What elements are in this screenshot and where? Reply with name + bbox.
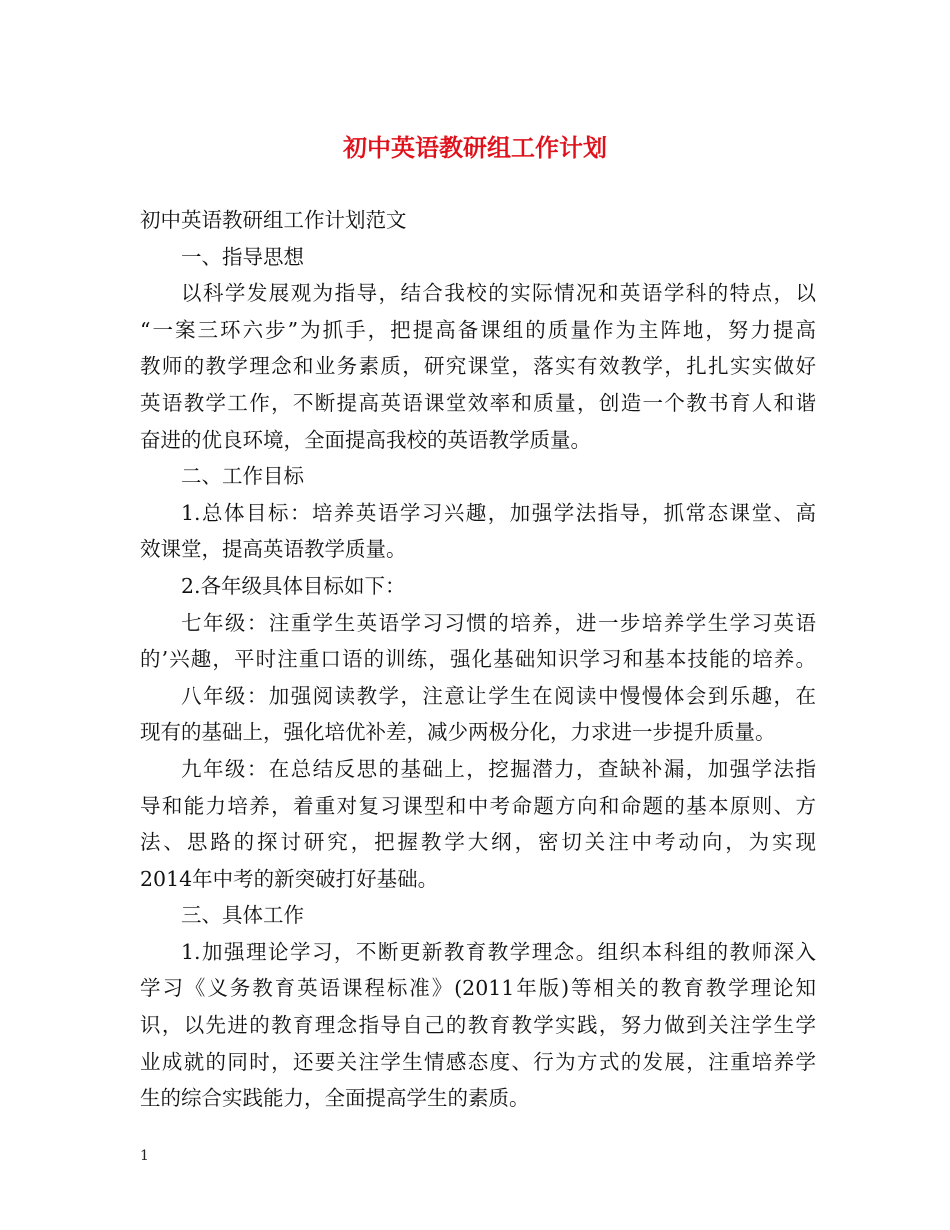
body-text-line: 七年级：注重学生英语学习习惯的培养，进一步培养学生学习英语 xyxy=(181,610,816,635)
body-text-line: 教师的教学理念和业务素质，研究课堂，落实有效教学，扎扎实实做好 xyxy=(140,354,816,379)
body-text-line: 英语教学工作，不断提高英语课堂效率和质量，创造一个教书育人和谐 xyxy=(140,390,816,415)
body-text-line: 以科学发展观为指导，结合我校的实际情况和英语学科的特点，以 xyxy=(181,281,816,306)
body-text-line: 的’兴趣，平时注重口语的训练，强化基础知识学习和基本技能的培养。 xyxy=(140,647,816,672)
body-text-line: 现有的基础上，强化培优补差，减少两极分化，力求进一步提升质量。 xyxy=(140,720,776,745)
body-text-line: 二、工作目标 xyxy=(181,464,304,489)
document-title: 初中英语教研组工作计划 xyxy=(343,133,607,162)
document-body xyxy=(140,202,816,1117)
body-text-line: 效课堂，提高英语教学质量。 xyxy=(140,537,407,562)
body-text-line: 一、指导思想 xyxy=(181,244,304,269)
body-text-line: 1.加强理论学习，不断更新教育教学理念。组织本科组的教师深入 xyxy=(181,939,816,964)
body-text-line: 1.总体目标：培养英语学习兴趣，加强学法指导，抓常态课堂、高 xyxy=(181,500,816,525)
body-text-line: “一案三环六步”为抓手，把提高备课组的质量作为主阵地，努力提高 xyxy=(140,317,816,342)
page-number: 1 xyxy=(140,1148,149,1164)
body-text-line: 法、思路的探讨研究，把握教学大纲，密切关注中考动向，为实现 xyxy=(140,830,816,855)
body-text-line: 生的综合实践能力，全面提高学生的素质。 xyxy=(140,1086,530,1111)
body-text-line: 奋进的优良环境，全面提高我校的英语教学质量。 xyxy=(140,427,591,452)
body-text-line: 识，以先进的教育理念指导自己的教育教学实践，努力做到关注学生学 xyxy=(140,1013,816,1038)
body-text-line: 导和能力培养，着重对复习课型和中考命题方向和命题的基本原则、方 xyxy=(140,793,816,818)
body-text-line: 业成就的同时，还要关注学生情感态度、行为方式的发展，注重培养学 xyxy=(140,1049,816,1074)
body-text-line: 九年级：在总结反思的基础上，挖掘潜力，查缺补漏，加强学法指 xyxy=(181,756,816,781)
body-text-line: 2.各年级具体目标如下： xyxy=(181,573,406,598)
body-text-line: 三、具体工作 xyxy=(181,903,304,928)
body-text-line: 初中英语教研组工作计划范文 xyxy=(140,208,407,232)
body-text-line: 八年级：加强阅读教学，注意让学生在阅读中慢慢体会到乐趣，在 xyxy=(181,683,816,708)
body-text-line: 2014年中考的新突破打好基础。 xyxy=(140,866,439,891)
body-text-line: 学习《义务教育英语课程标准》(2011年版)等相关的教育教学理论知 xyxy=(140,976,816,1001)
